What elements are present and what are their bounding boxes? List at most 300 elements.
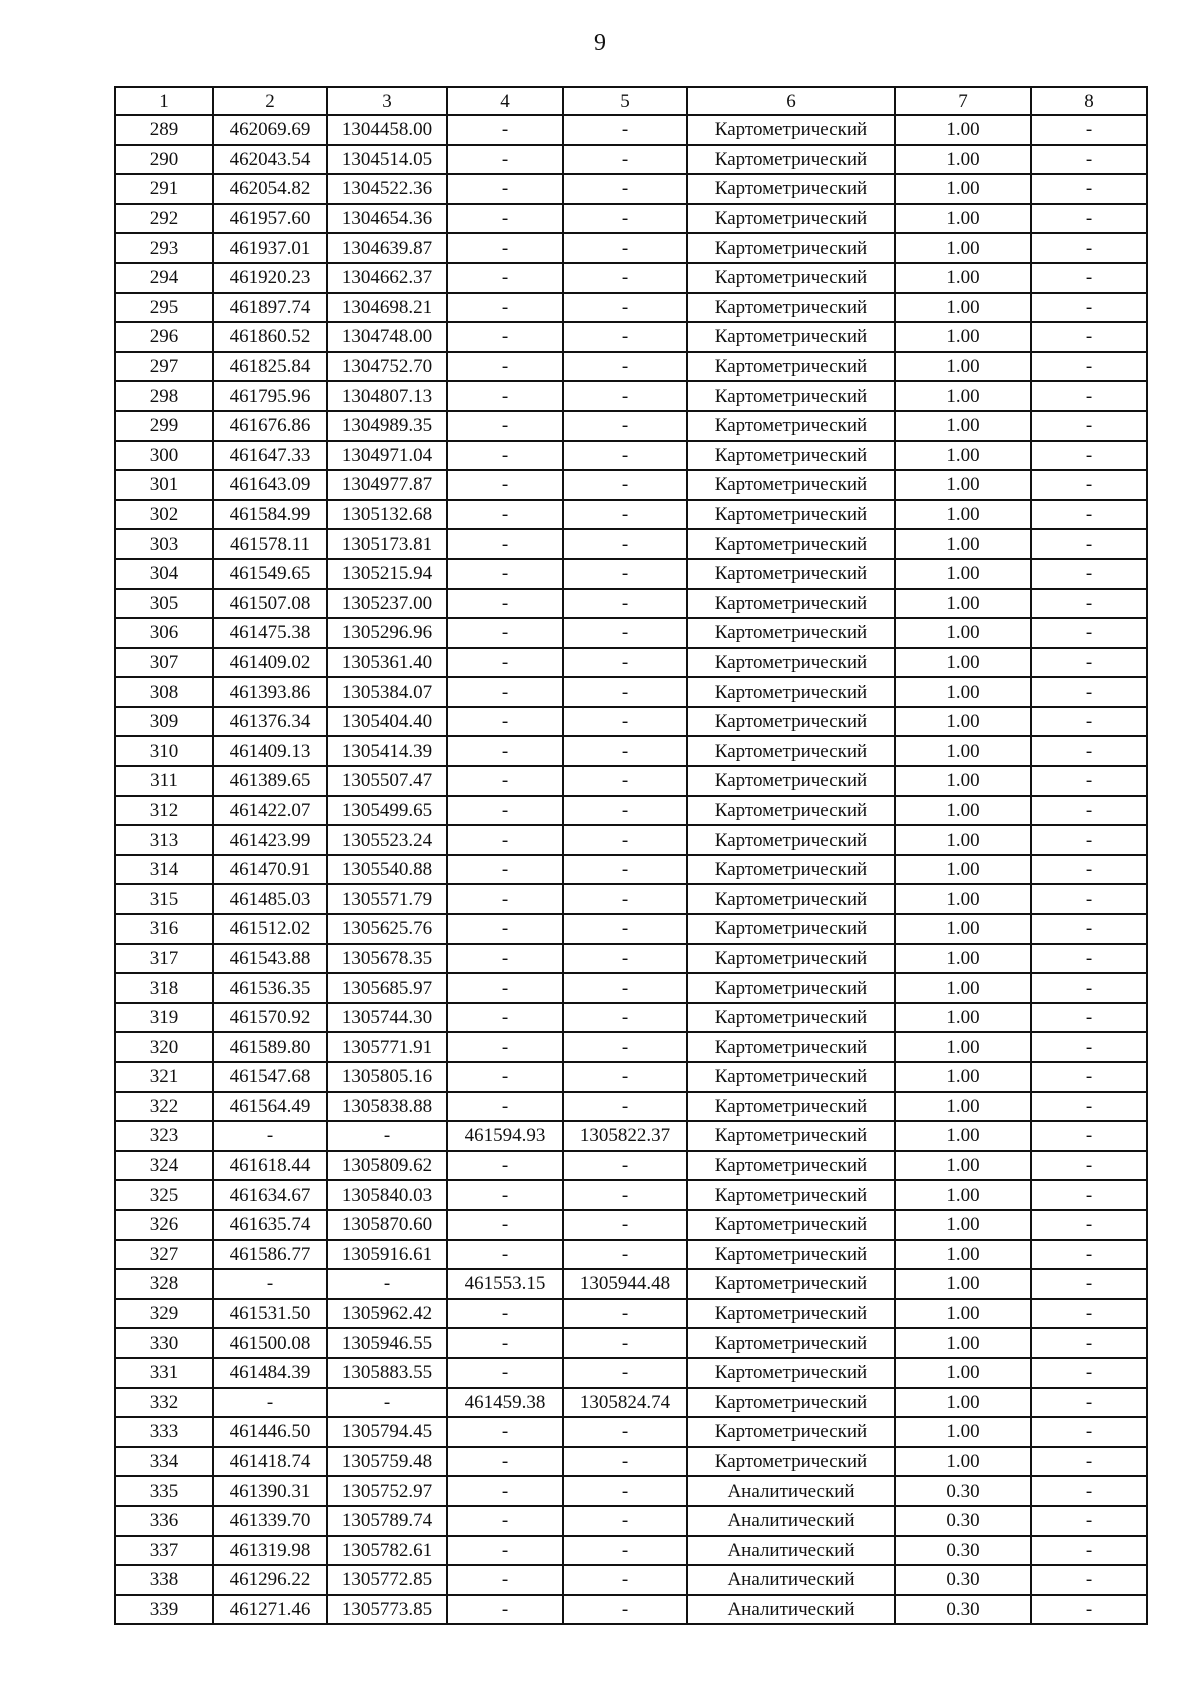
accuracy-cell: 1.00 — [895, 1417, 1031, 1447]
accuracy-cell: 1.00 — [895, 529, 1031, 559]
x-existing-cell: 461547.68 — [213, 1062, 327, 1092]
x-new-cell: - — [447, 204, 563, 234]
y-new-cell: - — [563, 293, 687, 323]
table-row — [115, 174, 1147, 204]
accuracy-cell: 1.00 — [895, 1240, 1031, 1270]
method-cell: Картометрический — [687, 411, 895, 441]
point-number-cell: 314 — [115, 855, 213, 885]
y-existing-cell: 1305772.85 — [327, 1565, 447, 1595]
accuracy-cell: 1.00 — [895, 441, 1031, 471]
method-cell: Картометрический — [687, 204, 895, 234]
table-row — [115, 1121, 1147, 1151]
x-existing-cell: 461376.34 — [213, 707, 327, 737]
accuracy-cell: 1.00 — [895, 1269, 1031, 1299]
y-new-cell: - — [563, 263, 687, 293]
x-existing-cell: 461485.03 — [213, 884, 327, 914]
x-existing-cell: 461578.11 — [213, 529, 327, 559]
x-existing-cell: - — [213, 1269, 327, 1299]
x-new-cell: - — [447, 825, 563, 855]
x-existing-cell: 461549.65 — [213, 559, 327, 589]
x-existing-cell: 461470.91 — [213, 855, 327, 885]
y-new-cell: - — [563, 115, 687, 145]
y-existing-cell: - — [327, 1388, 447, 1418]
y-new-cell: - — [563, 1328, 687, 1358]
x-new-cell: - — [447, 1180, 563, 1210]
y-new-cell: - — [563, 1062, 687, 1092]
description-cell: - — [1031, 174, 1147, 204]
description-cell: - — [1031, 766, 1147, 796]
x-existing-cell: 461937.01 — [213, 233, 327, 263]
x-new-cell: - — [447, 766, 563, 796]
table-row — [115, 529, 1147, 559]
y-new-cell: - — [563, 855, 687, 885]
accuracy-cell: 0.30 — [895, 1476, 1031, 1506]
method-cell: Картометрический — [687, 263, 895, 293]
point-number-cell: 331 — [115, 1358, 213, 1388]
x-new-cell: - — [447, 677, 563, 707]
x-existing-cell: 461897.74 — [213, 293, 327, 323]
x-existing-cell: 461423.99 — [213, 825, 327, 855]
method-cell: Аналитический — [687, 1536, 895, 1566]
y-existing-cell: 1305883.55 — [327, 1358, 447, 1388]
description-cell: - — [1031, 1210, 1147, 1240]
method-cell: Картометрический — [687, 1269, 895, 1299]
y-existing-cell: 1305809.62 — [327, 1151, 447, 1181]
x-new-cell: 461594.93 — [447, 1121, 563, 1151]
method-cell: Картометрический — [687, 707, 895, 737]
table-row — [115, 589, 1147, 619]
x-new-cell: - — [447, 944, 563, 974]
y-new-cell: - — [563, 529, 687, 559]
method-cell: Картометрический — [687, 559, 895, 589]
description-cell: - — [1031, 381, 1147, 411]
table-row — [115, 559, 1147, 589]
table-row — [115, 411, 1147, 441]
point-number-cell: 316 — [115, 914, 213, 944]
method-cell: Картометрический — [687, 352, 895, 382]
table-row — [115, 115, 1147, 145]
table-row — [115, 1447, 1147, 1477]
y-new-cell: - — [563, 381, 687, 411]
method-cell: Картометрический — [687, 1121, 895, 1151]
accuracy-cell: 1.00 — [895, 1062, 1031, 1092]
table-row — [115, 1476, 1147, 1506]
x-new-cell: - — [447, 145, 563, 175]
y-existing-cell: 1305838.88 — [327, 1092, 447, 1122]
table-row — [115, 1417, 1147, 1447]
y-new-cell: - — [563, 174, 687, 204]
x-new-cell: - — [447, 1210, 563, 1240]
x-existing-cell: 461589.80 — [213, 1032, 327, 1062]
table-row — [115, 293, 1147, 323]
y-existing-cell: 1305685.97 — [327, 973, 447, 1003]
method-cell: Картометрический — [687, 1151, 895, 1181]
x-new-cell: - — [447, 1536, 563, 1566]
y-new-cell: - — [563, 411, 687, 441]
y-existing-cell: 1305789.74 — [327, 1506, 447, 1536]
point-number-cell: 294 — [115, 263, 213, 293]
accuracy-cell: 1.00 — [895, 1388, 1031, 1418]
x-new-cell: - — [447, 618, 563, 648]
method-cell: Картометрический — [687, 855, 895, 885]
y-new-cell: - — [563, 707, 687, 737]
x-existing-cell: 461860.52 — [213, 322, 327, 352]
method-cell: Картометрический — [687, 1358, 895, 1388]
x-new-cell: - — [447, 500, 563, 530]
point-number-cell: 296 — [115, 322, 213, 352]
x-new-cell: - — [447, 1299, 563, 1329]
method-cell: Картометрический — [687, 529, 895, 559]
table-row — [115, 441, 1147, 471]
x-existing-cell: 461536.35 — [213, 973, 327, 1003]
point-number-cell: 339 — [115, 1595, 213, 1625]
point-number-cell: 306 — [115, 618, 213, 648]
accuracy-cell: 1.00 — [895, 618, 1031, 648]
point-number-cell: 329 — [115, 1299, 213, 1329]
x-existing-cell: 461570.92 — [213, 1003, 327, 1033]
y-existing-cell: 1305773.85 — [327, 1595, 447, 1625]
table-row — [115, 352, 1147, 382]
y-new-cell: - — [563, 470, 687, 500]
y-new-cell: - — [563, 500, 687, 530]
x-existing-cell: 461393.86 — [213, 677, 327, 707]
table-row — [115, 1506, 1147, 1536]
description-cell: - — [1031, 293, 1147, 323]
y-new-cell: - — [563, 1210, 687, 1240]
y-existing-cell: 1304514.05 — [327, 145, 447, 175]
table-row — [115, 648, 1147, 678]
point-number-cell: 311 — [115, 766, 213, 796]
description-cell: - — [1031, 145, 1147, 175]
description-cell: - — [1031, 115, 1147, 145]
method-cell: Картометрический — [687, 500, 895, 530]
method-cell: Аналитический — [687, 1565, 895, 1595]
accuracy-cell: 1.00 — [895, 559, 1031, 589]
table-row — [115, 1299, 1147, 1329]
x-existing-cell: 461389.65 — [213, 766, 327, 796]
x-new-cell: - — [447, 589, 563, 619]
accuracy-cell: 0.30 — [895, 1506, 1031, 1536]
method-cell: Картометрический — [687, 1388, 895, 1418]
accuracy-cell: 1.00 — [895, 1328, 1031, 1358]
x-new-cell: - — [447, 381, 563, 411]
description-cell: - — [1031, 322, 1147, 352]
point-number-cell: 291 — [115, 174, 213, 204]
y-existing-cell: 1304971.04 — [327, 441, 447, 471]
table-row — [115, 1032, 1147, 1062]
point-number-cell: 319 — [115, 1003, 213, 1033]
point-number-cell: 323 — [115, 1121, 213, 1151]
x-existing-cell: - — [213, 1121, 327, 1151]
method-cell: Картометрический — [687, 973, 895, 1003]
x-existing-cell: 461319.98 — [213, 1536, 327, 1566]
x-new-cell: - — [447, 263, 563, 293]
y-existing-cell: 1304639.87 — [327, 233, 447, 263]
description-cell: - — [1031, 1299, 1147, 1329]
accuracy-cell: 1.00 — [895, 796, 1031, 826]
y-new-cell: - — [563, 352, 687, 382]
x-existing-cell: 461957.60 — [213, 204, 327, 234]
x-existing-cell: 461634.67 — [213, 1180, 327, 1210]
x-new-cell: - — [447, 352, 563, 382]
accuracy-cell: 1.00 — [895, 174, 1031, 204]
page-number: 9 — [594, 30, 606, 56]
y-existing-cell: 1305571.79 — [327, 884, 447, 914]
x-existing-cell: 461543.88 — [213, 944, 327, 974]
method-cell: Картометрический — [687, 441, 895, 471]
table-row — [115, 766, 1147, 796]
method-cell: Картометрический — [687, 1447, 895, 1477]
y-new-cell: - — [563, 1358, 687, 1388]
point-number-cell: 332 — [115, 1388, 213, 1418]
description-cell: - — [1031, 944, 1147, 974]
y-existing-cell: 1305946.55 — [327, 1328, 447, 1358]
method-cell: Картометрический — [687, 648, 895, 678]
x-new-cell: - — [447, 707, 563, 737]
description-cell: - — [1031, 1180, 1147, 1210]
method-cell: Картометрический — [687, 825, 895, 855]
y-new-cell: - — [563, 233, 687, 263]
y-existing-cell: 1305361.40 — [327, 648, 447, 678]
table-body — [115, 115, 1147, 1624]
accuracy-cell: 1.00 — [895, 589, 1031, 619]
y-existing-cell: 1304654.36 — [327, 204, 447, 234]
table-row — [115, 500, 1147, 530]
point-number-cell: 303 — [115, 529, 213, 559]
description-cell: - — [1031, 855, 1147, 885]
method-cell: Картометрический — [687, 736, 895, 766]
point-number-cell: 325 — [115, 1180, 213, 1210]
x-existing-cell: 461586.77 — [213, 1240, 327, 1270]
accuracy-cell: 1.00 — [895, 1180, 1031, 1210]
table-row — [115, 677, 1147, 707]
x-new-cell: - — [447, 1565, 563, 1595]
method-cell: Картометрический — [687, 618, 895, 648]
accuracy-cell: 1.00 — [895, 500, 1031, 530]
table-row — [115, 973, 1147, 1003]
x-existing-cell: 462043.54 — [213, 145, 327, 175]
method-cell: Картометрический — [687, 1210, 895, 1240]
y-new-cell: - — [563, 322, 687, 352]
point-number-cell: 305 — [115, 589, 213, 619]
method-cell: Картометрический — [687, 1417, 895, 1447]
method-cell: Картометрический — [687, 677, 895, 707]
table-row — [115, 1595, 1147, 1625]
method-cell: Аналитический — [687, 1595, 895, 1625]
accuracy-cell: 1.00 — [895, 648, 1031, 678]
accuracy-cell: 1.00 — [895, 1358, 1031, 1388]
column-header: 3 — [327, 87, 447, 115]
y-existing-cell: 1305215.94 — [327, 559, 447, 589]
x-new-cell: - — [447, 648, 563, 678]
description-cell: - — [1031, 411, 1147, 441]
table-row — [115, 322, 1147, 352]
x-new-cell: - — [447, 884, 563, 914]
point-number-cell: 297 — [115, 352, 213, 382]
method-cell: Картометрический — [687, 115, 895, 145]
column-header: 2 — [213, 87, 327, 115]
x-existing-cell: 461422.07 — [213, 796, 327, 826]
x-new-cell: - — [447, 1328, 563, 1358]
x-existing-cell: 461339.70 — [213, 1506, 327, 1536]
x-new-cell: - — [447, 1506, 563, 1536]
y-existing-cell: 1304662.37 — [327, 263, 447, 293]
table-row — [115, 1003, 1147, 1033]
description-cell: - — [1031, 1417, 1147, 1447]
description-cell: - — [1031, 1092, 1147, 1122]
y-existing-cell: 1304977.87 — [327, 470, 447, 500]
y-new-cell: - — [563, 1032, 687, 1062]
y-existing-cell: 1305540.88 — [327, 855, 447, 885]
x-existing-cell: 461418.74 — [213, 1447, 327, 1477]
point-number-cell: 302 — [115, 500, 213, 530]
x-existing-cell: 461825.84 — [213, 352, 327, 382]
point-number-cell: 327 — [115, 1240, 213, 1270]
x-new-cell: - — [447, 1240, 563, 1270]
description-cell: - — [1031, 677, 1147, 707]
x-new-cell: 461459.38 — [447, 1388, 563, 1418]
table-row — [115, 381, 1147, 411]
table-row — [115, 944, 1147, 974]
description-cell: - — [1031, 1536, 1147, 1566]
accuracy-cell: 1.00 — [895, 884, 1031, 914]
description-cell: - — [1031, 1447, 1147, 1477]
table-row — [115, 204, 1147, 234]
point-number-cell: 318 — [115, 973, 213, 1003]
x-existing-cell: 461409.13 — [213, 736, 327, 766]
y-existing-cell: 1305523.24 — [327, 825, 447, 855]
accuracy-cell: 1.00 — [895, 1447, 1031, 1477]
description-cell: - — [1031, 1121, 1147, 1151]
description-cell: - — [1031, 1328, 1147, 1358]
y-new-cell: - — [563, 559, 687, 589]
accuracy-cell: 1.00 — [895, 825, 1031, 855]
x-existing-cell: 461635.74 — [213, 1210, 327, 1240]
description-cell: - — [1031, 1062, 1147, 1092]
x-existing-cell: 461296.22 — [213, 1565, 327, 1595]
point-number-cell: 320 — [115, 1032, 213, 1062]
y-new-cell: - — [563, 441, 687, 471]
x-existing-cell: 461446.50 — [213, 1417, 327, 1447]
description-cell: - — [1031, 1151, 1147, 1181]
x-existing-cell: 461647.33 — [213, 441, 327, 471]
y-existing-cell: 1305805.16 — [327, 1062, 447, 1092]
accuracy-cell: 1.00 — [895, 1299, 1031, 1329]
method-cell: Аналитический — [687, 1476, 895, 1506]
accuracy-cell: 1.00 — [895, 707, 1031, 737]
description-cell: - — [1031, 352, 1147, 382]
method-cell: Картометрический — [687, 1062, 895, 1092]
accuracy-cell: 1.00 — [895, 1003, 1031, 1033]
table-row — [115, 1240, 1147, 1270]
method-cell: Картометрический — [687, 884, 895, 914]
point-number-cell: 312 — [115, 796, 213, 826]
point-number-cell: 315 — [115, 884, 213, 914]
y-new-cell: 1305822.37 — [563, 1121, 687, 1151]
x-new-cell: - — [447, 1003, 563, 1033]
column-header: 8 — [1031, 87, 1147, 115]
description-cell: - — [1031, 529, 1147, 559]
accuracy-cell: 1.00 — [895, 973, 1031, 1003]
point-number-cell: 308 — [115, 677, 213, 707]
table-row — [115, 1388, 1147, 1418]
y-new-cell: - — [563, 736, 687, 766]
description-cell: - — [1031, 1358, 1147, 1388]
x-new-cell: 461553.15 — [447, 1269, 563, 1299]
method-cell: Картометрический — [687, 233, 895, 263]
table-row — [115, 825, 1147, 855]
coordinates-table — [114, 86, 1148, 1625]
accuracy-cell: 1.00 — [895, 293, 1031, 323]
accuracy-cell: 1.00 — [895, 944, 1031, 974]
description-cell: - — [1031, 1506, 1147, 1536]
point-number-cell: 324 — [115, 1151, 213, 1181]
point-number-cell: 298 — [115, 381, 213, 411]
point-number-cell: 336 — [115, 1506, 213, 1536]
point-number-cell: 337 — [115, 1536, 213, 1566]
method-cell: Картометрический — [687, 1240, 895, 1270]
x-new-cell: - — [447, 174, 563, 204]
table-row — [115, 470, 1147, 500]
column-header: 5 — [563, 87, 687, 115]
y-new-cell: - — [563, 884, 687, 914]
description-cell: - — [1031, 796, 1147, 826]
point-number-cell: 335 — [115, 1476, 213, 1506]
point-number-cell: 334 — [115, 1447, 213, 1477]
y-existing-cell: 1305173.81 — [327, 529, 447, 559]
table-row — [115, 1536, 1147, 1566]
point-number-cell: 333 — [115, 1417, 213, 1447]
x-new-cell: - — [447, 115, 563, 145]
x-new-cell: - — [447, 559, 563, 589]
accuracy-cell: 1.00 — [895, 352, 1031, 382]
y-new-cell: - — [563, 1003, 687, 1033]
table-row — [115, 707, 1147, 737]
method-cell: Картометрический — [687, 766, 895, 796]
accuracy-cell: 1.00 — [895, 145, 1031, 175]
method-cell: Аналитический — [687, 1506, 895, 1536]
y-new-cell: - — [563, 1299, 687, 1329]
x-existing-cell: 461531.50 — [213, 1299, 327, 1329]
x-existing-cell: 461484.39 — [213, 1358, 327, 1388]
table-row — [115, 1180, 1147, 1210]
point-number-cell: 313 — [115, 825, 213, 855]
x-new-cell: - — [447, 1595, 563, 1625]
x-new-cell: - — [447, 1032, 563, 1062]
accuracy-cell: 1.00 — [895, 263, 1031, 293]
x-existing-cell: 461390.31 — [213, 1476, 327, 1506]
y-existing-cell: 1305132.68 — [327, 500, 447, 530]
column-header: 1 — [115, 87, 213, 115]
x-existing-cell: 461475.38 — [213, 618, 327, 648]
x-existing-cell: 461409.02 — [213, 648, 327, 678]
table-row — [115, 914, 1147, 944]
y-new-cell: - — [563, 589, 687, 619]
method-cell: Картометрический — [687, 1328, 895, 1358]
description-cell: - — [1031, 1240, 1147, 1270]
method-cell: Картометрический — [687, 1180, 895, 1210]
x-new-cell: - — [447, 914, 563, 944]
y-new-cell: - — [563, 1240, 687, 1270]
x-new-cell: - — [447, 411, 563, 441]
y-existing-cell: 1305962.42 — [327, 1299, 447, 1329]
description-cell: - — [1031, 204, 1147, 234]
y-existing-cell: 1305237.00 — [327, 589, 447, 619]
description-cell: - — [1031, 884, 1147, 914]
y-existing-cell: 1305499.65 — [327, 796, 447, 826]
point-number-cell: 293 — [115, 233, 213, 263]
description-cell: - — [1031, 973, 1147, 1003]
